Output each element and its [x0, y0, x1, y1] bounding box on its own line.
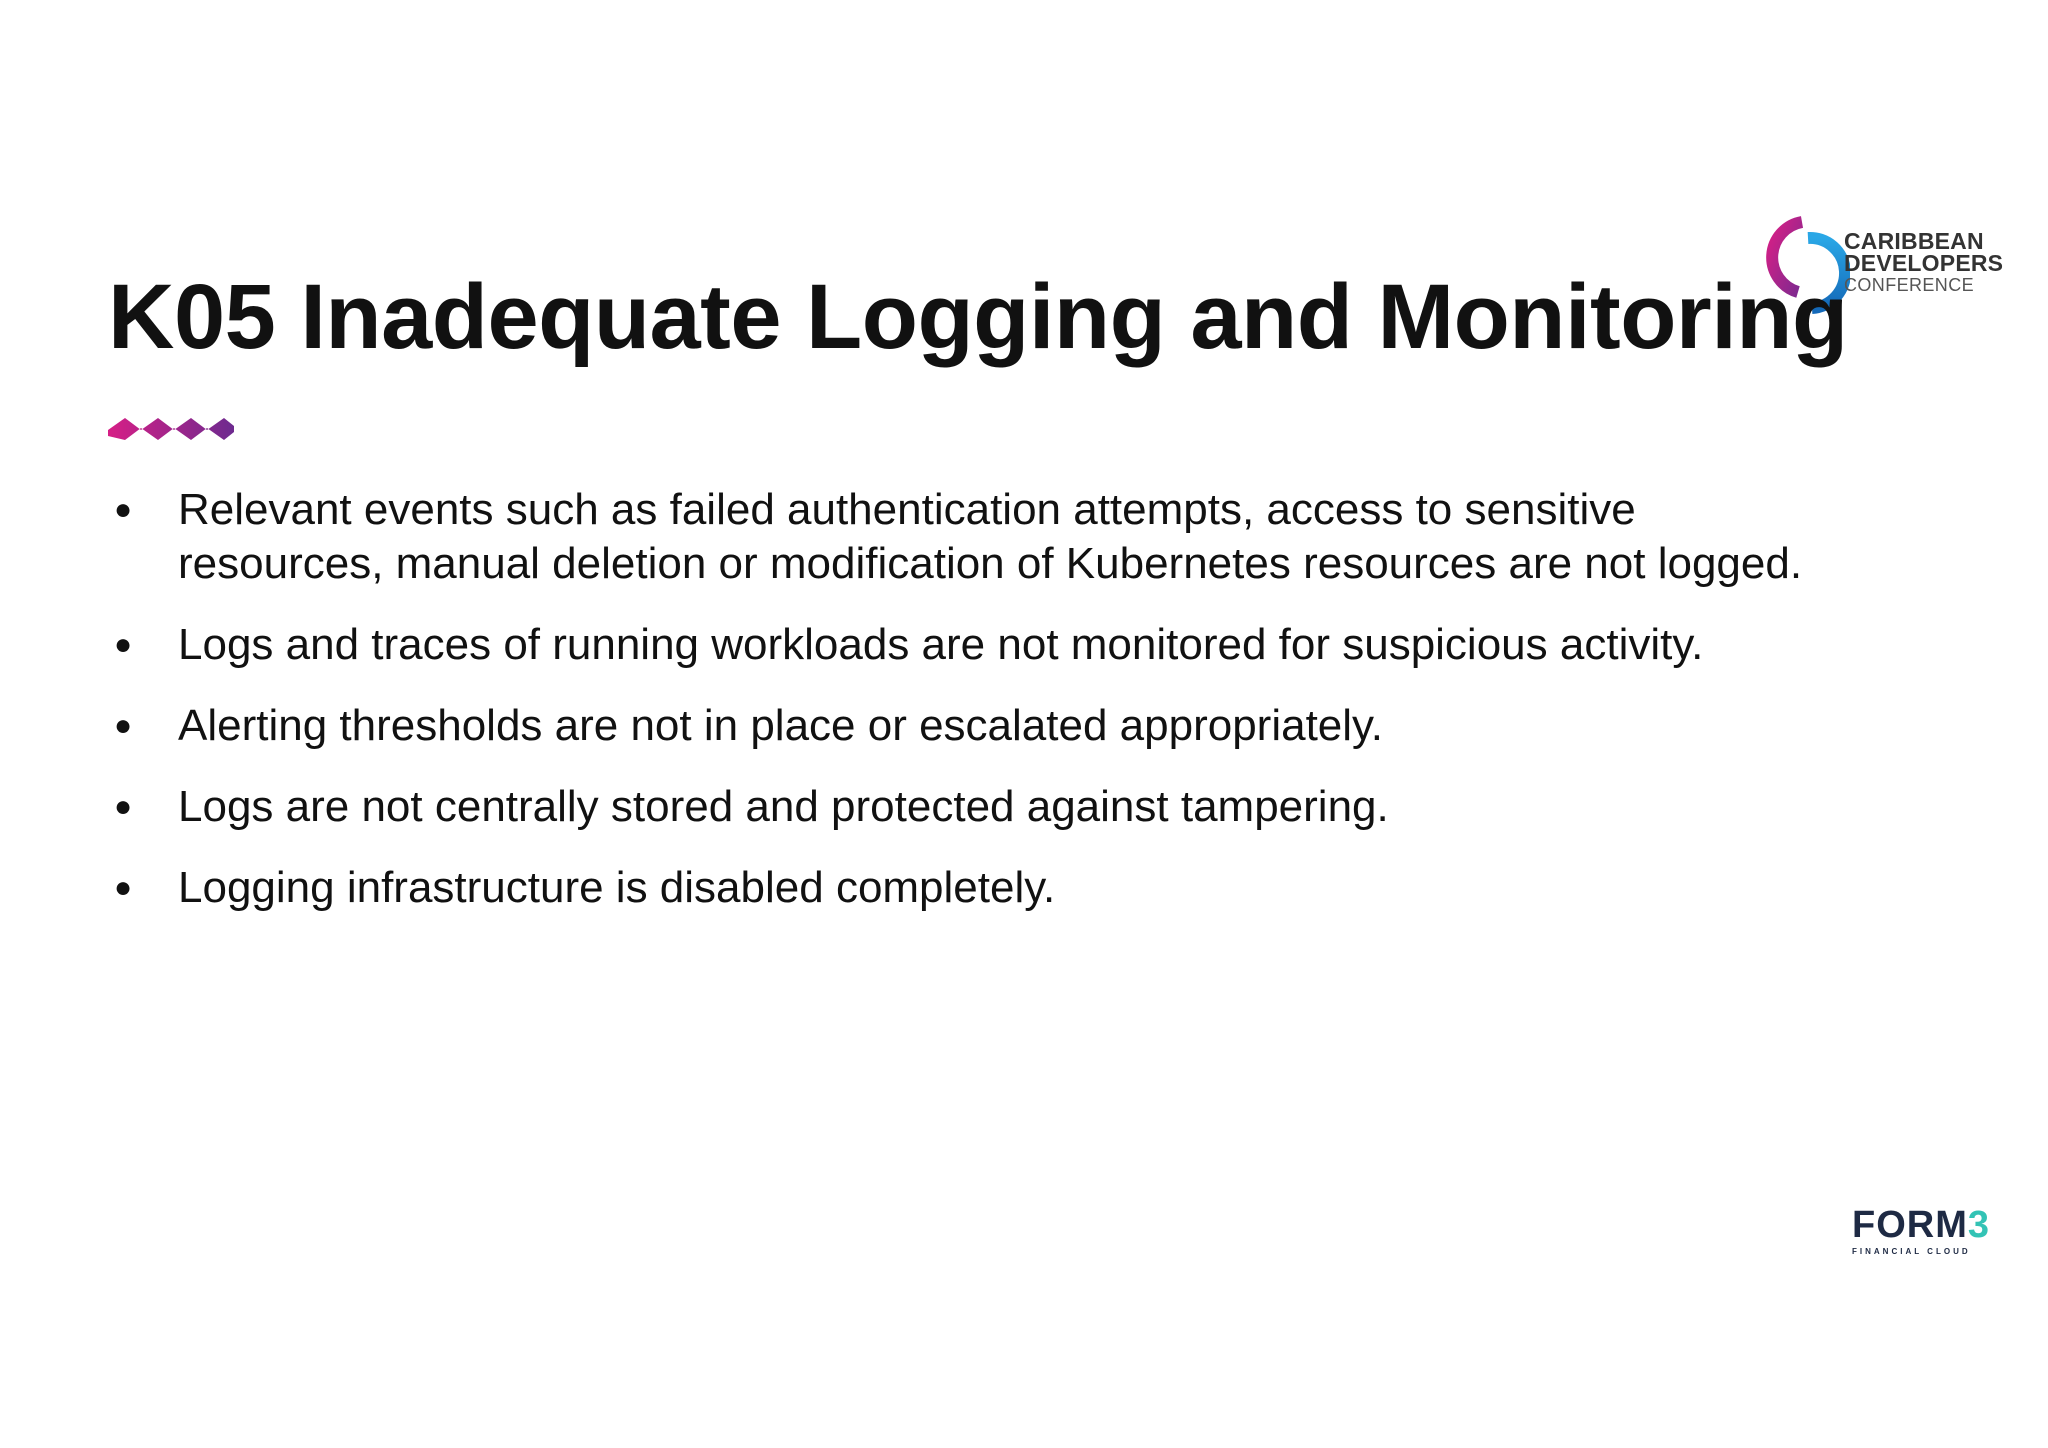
bullet-dot: ● — [114, 628, 133, 661]
zigzag-divider-icon — [108, 412, 234, 448]
sponsor-logo — [1852, 1205, 2012, 1265]
bullet-dot: ● — [114, 790, 133, 823]
sponsor-name-accent: 3 — [1967, 1204, 1991, 1246]
bullet-text: Relevant events such as failed authentication attempts, access to sensitive resources, manual deletion or modification of Kubernetes resources are not logged. — [178, 485, 1803, 588]
bullet-text: Logs are not centrally stored and protected against tampering. — [178, 782, 1389, 831]
bullet-dot: ● — [114, 709, 133, 742]
sponsor-name-main: FORM — [1852, 1204, 1968, 1246]
bullet-dot: ● — [114, 871, 133, 904]
bullet-text: Logs and traces of running workloads are not monitored for suspicious activity. — [178, 620, 1704, 669]
conference-wordmark — [1844, 230, 2003, 296]
bullet-item — [108, 618, 1828, 672]
bullet-item — [108, 699, 1828, 753]
conference-line-1: CARIBBEAN — [1844, 228, 1984, 254]
conference-line-2: DEVELOPERS — [1844, 250, 2004, 276]
bullet-item — [108, 780, 1828, 834]
bullet-text: Alerting thresholds are not in place or escalated appropriately. — [178, 701, 1383, 750]
sponsor-tagline: FINANCIAL CLOUD — [1852, 1247, 1971, 1256]
bullet-list — [108, 483, 1828, 942]
conference-line-3: CONFERENCE — [1844, 275, 1975, 295]
bullet-text: Logging infrastructure is disabled completely. — [178, 863, 1056, 912]
sponsor-wordmark — [1852, 1205, 2012, 1245]
bullet-item — [108, 861, 1828, 915]
bullet-item — [108, 483, 1828, 591]
bullet-dot: ● — [114, 493, 133, 526]
slide-title: K05 Inadequate Logging and Monitoring — [108, 266, 1848, 368]
